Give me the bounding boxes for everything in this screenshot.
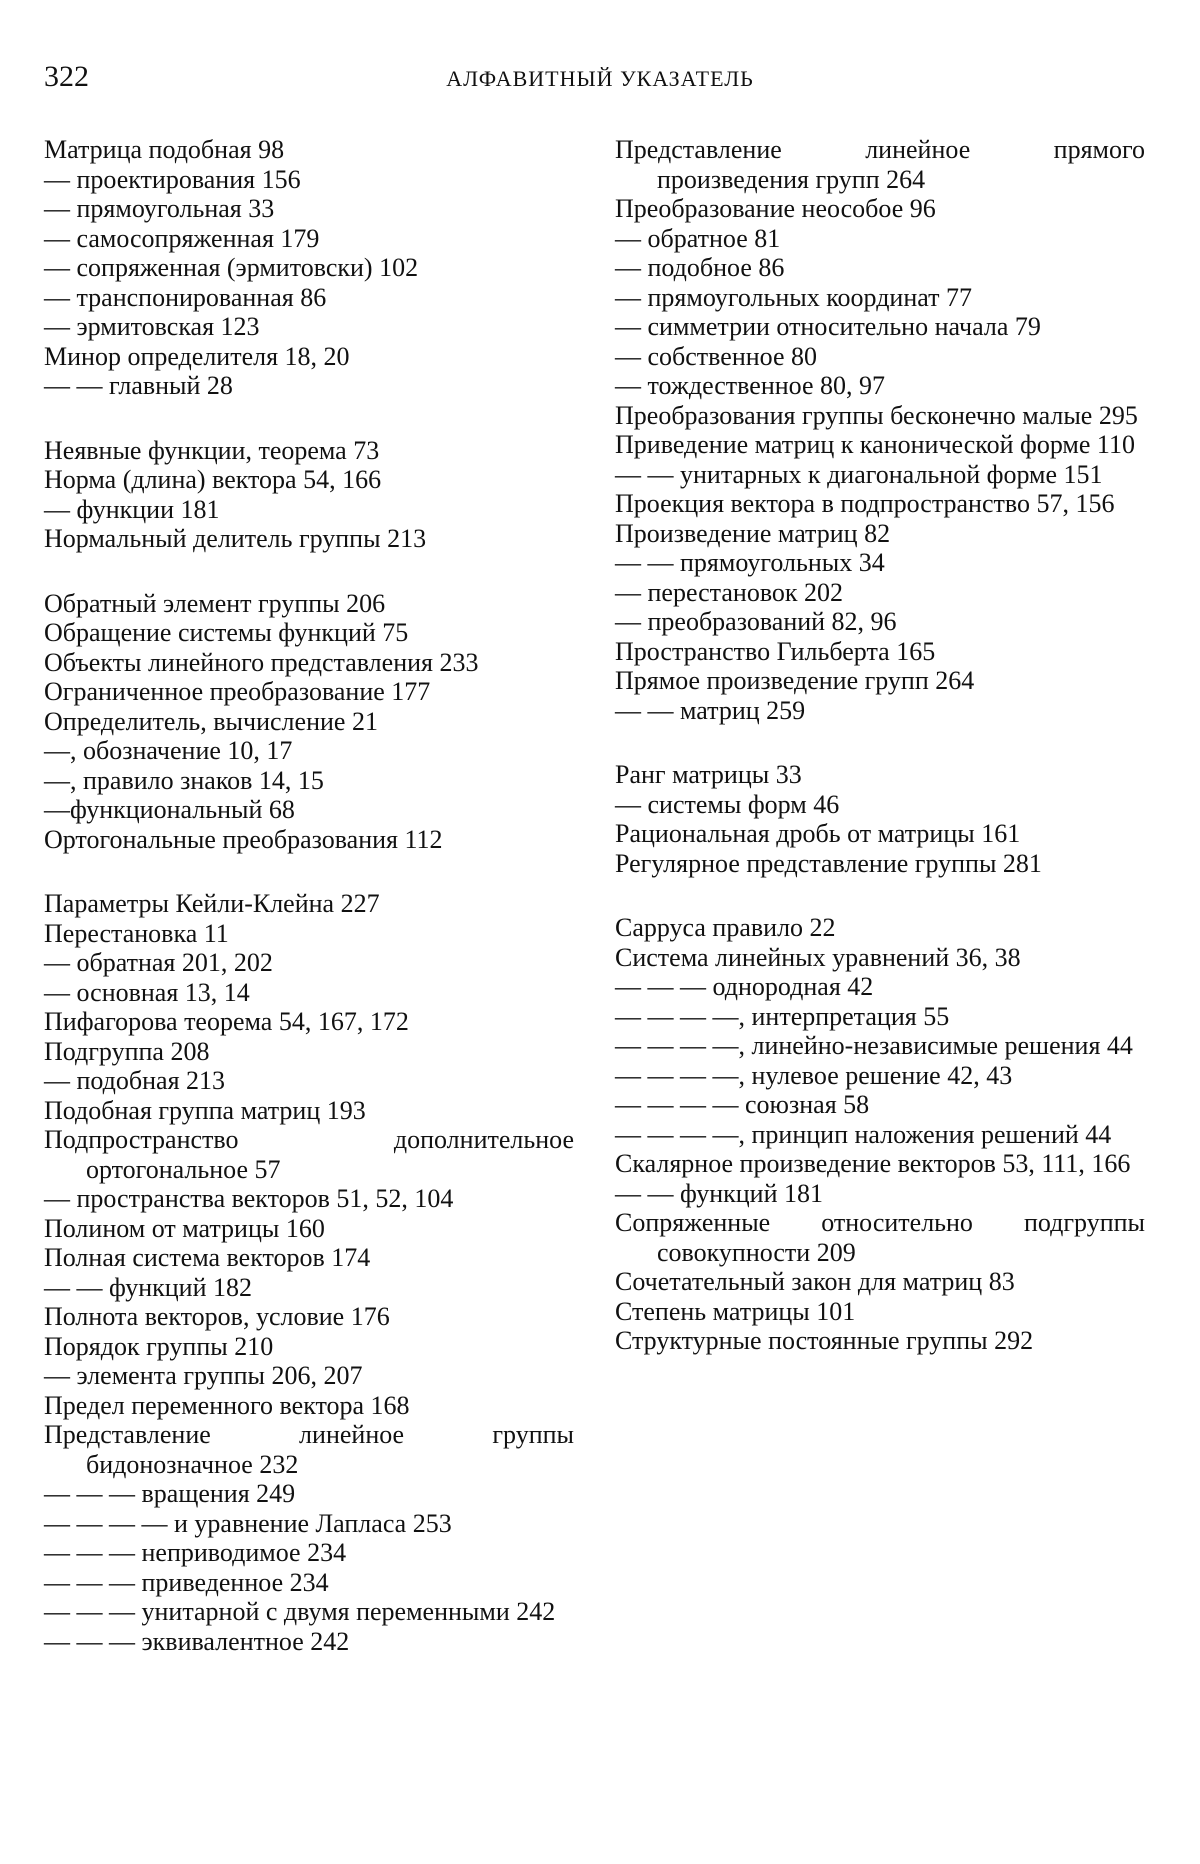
index-entry: — — функций 181 [615,1178,823,1208]
index-entry: Пифагорова теорема 54, 167, 172 [44,1007,409,1036]
index-entry: — — функций 182 [44,1272,252,1302]
index-entry: — преобразований 82, 96 [615,607,897,636]
index-entry: — элемента группы 206, 207 [44,1361,363,1390]
section-gap [615,725,1145,760]
section-gap [44,401,574,436]
index-entry: — сопряженная (эрмитовски) 102 [44,253,419,282]
index-entry: Сарруса правило 22 [615,913,836,942]
index-entry: Приведение матриц к канонической форме 110 [615,430,1135,459]
index-entry: Система линейных уравнений 36, 38 [615,942,1021,972]
index-entry: Подобная группа матриц 193 [44,1095,366,1125]
index-entry: — подобное 86 [615,253,785,282]
index-entry: Рациональная дробь от матрицы 161 [615,819,1021,848]
index-entry: — проектирования 156 [44,164,301,194]
index-entry: — собственное 80 [615,341,818,371]
index-entry: — — — унитарной с двумя переменными 242 [44,1597,556,1626]
page-header [44,60,1156,100]
index-entry: — — — эквивалентное 242 [44,1626,350,1656]
section-gap [44,554,574,589]
index-entry: — прямоугольная 33 [44,194,275,223]
index-entry: — перестановок 202 [615,577,844,607]
index-entry: —, правило знаков 14, 15 [44,765,324,795]
index-entry: — — — неприводимое 234 [44,1538,347,1567]
index-entry: Объекты линейного представления 233 [44,647,479,677]
index-entry: Неявные функции, теорема 73 [44,435,380,465]
index-entry: — прямоугольных координат 77 [615,282,972,312]
section-gap [615,878,1145,913]
index-entry: — самосопряженная 179 [44,223,320,253]
index-entry: Проекция вектора в подпространство 57, 156 [615,489,1115,518]
index-entry: Полнота векторов, условие 176 [44,1302,390,1331]
index-entry: — пространства векторов 51, 52, 104 [44,1184,454,1213]
index-entry: Структурные постоянные группы 292 [615,1326,1034,1355]
index-entry: Нормальный делитель группы 213 [44,524,427,553]
index-entry: — — — однородная 42 [615,972,874,1001]
index-entry: — симметрии относительно начала 79 [615,312,1041,341]
index-entry: Представление линейное группы бидонозначное 232 [44,1420,574,1479]
index-entry: Порядок группы 210 [44,1331,274,1361]
index-entry: Предел переменного вектора 168 [44,1390,410,1420]
index-entry: Определитель, вычисление 21 [44,706,378,736]
index-entry: Матрица подобная 98 [44,135,285,164]
index-entry: — — унитарных к диагональной форме 151 [615,459,1103,489]
index-entry: —, обозначение 10, 17 [44,736,293,765]
index-entry: Преобразование неособое 96 [615,194,936,223]
index-entry: — — — —, нулевое решение 42, 43 [615,1060,1013,1090]
index-entry: Норма (длина) вектора 54, 166 [44,465,382,494]
index-entry: Сопряженные относительно подгруппы совокупности 209 [615,1208,1145,1267]
index-entry: Регулярное представление группы 281 [615,848,1042,878]
index-entry: Сочетательный закон для матриц 83 [615,1267,1015,1296]
index-entry: — — — —, интерпретация 55 [615,1001,950,1031]
index-entry: — эрмитовская 123 [44,312,260,341]
index-entry: — обратное 81 [615,223,781,253]
section-gap [44,854,574,889]
index-entry: Перестановка 11 [44,918,229,948]
index-entry: — обратная 201, 202 [44,948,273,977]
index-column-right [615,135,1145,1356]
index-entry: Параметры Кейли-Клейна 227 [44,889,380,918]
index-entry: — функции 181 [44,494,220,524]
index-entry: — — — вращения 249 [44,1479,296,1508]
index-entry: Степень матрицы 101 [615,1296,856,1326]
index-entry: Ранг матрицы 33 [615,760,802,789]
index-entry: — — — — и уравнение Лапласа 253 [44,1508,452,1538]
index-entry: Прямое произведение групп 264 [615,666,975,695]
running-head-title: АЛФАВИТНЫЙ УКАЗАТЕЛЬ [446,66,754,91]
index-entry: — — — —, принцип наложения решений 44 [615,1119,1112,1149]
index-entry: Ортогональные преобразования 112 [44,824,443,854]
index-entry: Подгруппа 208 [44,1036,210,1066]
index-entry: — — прямоугольных 34 [615,548,885,577]
index-entry: Ограниченное преобразование 177 [44,677,431,706]
index-entry: — подобная 213 [44,1066,226,1095]
index-entry: Полином от матрицы 160 [44,1213,325,1243]
index-entry: Произведение матриц 82 [615,518,891,548]
index-entry: Скалярное произведение векторов 53, 111, 166 [615,1149,1131,1178]
index-entry: — — — —, линейно-независимые решения 44 [615,1031,1133,1060]
index-entry: Обращение системы функций 75 [44,618,409,647]
index-entry: — — — — союзная 58 [615,1090,870,1119]
index-entry: — тождественное 80, 97 [615,371,886,400]
index-entry: Минор определителя 18, 20 [44,341,350,371]
index-entry: — основная 13, 14 [44,977,250,1007]
index-entry: — — — приведенное 234 [44,1567,329,1597]
index-entry: — — главный 28 [44,371,233,400]
index-column-left [44,135,574,1656]
index-entry: —функциональный 68 [44,795,295,824]
index-entry: Преобразования группы бесконечно малые 295 [615,400,1138,430]
index-entry: — транспонированная 86 [44,282,327,312]
index-entry: Представление линейное прямого произведения групп 264 [615,135,1145,194]
index-entry: — — матриц 259 [615,695,806,725]
index-entry: Полная система векторов 174 [44,1243,371,1272]
index-entry: — системы форм 46 [615,789,840,819]
index-entry: Подпространство дополнительное ортогональное 57 [44,1125,574,1184]
index-entry: Обратный элемент группы 206 [44,588,386,618]
index-entry: Пространство Гильберта 165 [615,636,936,666]
page-number: 322 [44,60,89,93]
